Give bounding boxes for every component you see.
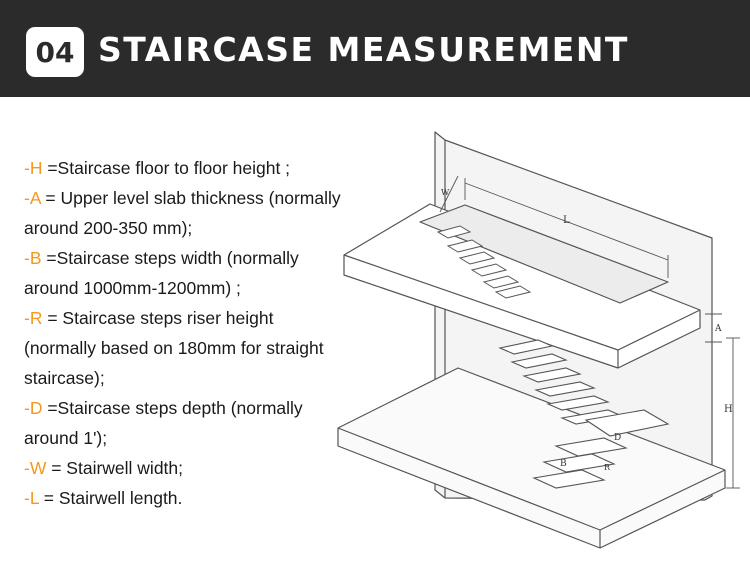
- legend-text: = Staircase steps riser height: [42, 308, 274, 328]
- label-w: W: [441, 188, 450, 197]
- section-number-badge: 04: [26, 27, 84, 77]
- page-title: STAIRCASE MEASUREMENT: [98, 30, 629, 69]
- legend-key-h: -H: [24, 158, 43, 178]
- legend-text: =Staircase steps depth (normally: [42, 398, 303, 418]
- legend-key-b: -B: [24, 248, 42, 268]
- legend-line: around 200-350 mm);: [24, 218, 193, 238]
- legend-text: = Stairwell length.: [38, 488, 183, 508]
- label-r: R: [604, 463, 611, 472]
- header-bar: [0, 0, 750, 97]
- legend-key-l: -L: [24, 488, 39, 508]
- label-a: A: [715, 324, 722, 334]
- legend-key-r: -R: [24, 308, 43, 328]
- label-l: L: [563, 215, 570, 226]
- legend-key-a: -A: [24, 188, 41, 208]
- label-h: H: [724, 404, 733, 415]
- legend-text: = Stairwell width;: [46, 458, 184, 478]
- legend-key-w: -W: [24, 458, 47, 478]
- staircase-diagram: [335, 125, 750, 565]
- legend-text: =Staircase steps width (normally: [41, 248, 299, 268]
- legend-line: staircase);: [24, 368, 105, 388]
- legend-line: (normally based on 180mm for straight: [24, 338, 324, 358]
- legend-line: around 1000mm-1200mm) ;: [24, 278, 241, 298]
- legend-text: = Upper level slab thickness (normally: [40, 188, 341, 208]
- label-b: B: [560, 459, 567, 469]
- legend-key-d: -D: [24, 398, 43, 418]
- legend-line: around 1');: [24, 428, 108, 448]
- label-d: D: [614, 433, 622, 443]
- legend-text: =Staircase floor to floor height ;: [42, 158, 291, 178]
